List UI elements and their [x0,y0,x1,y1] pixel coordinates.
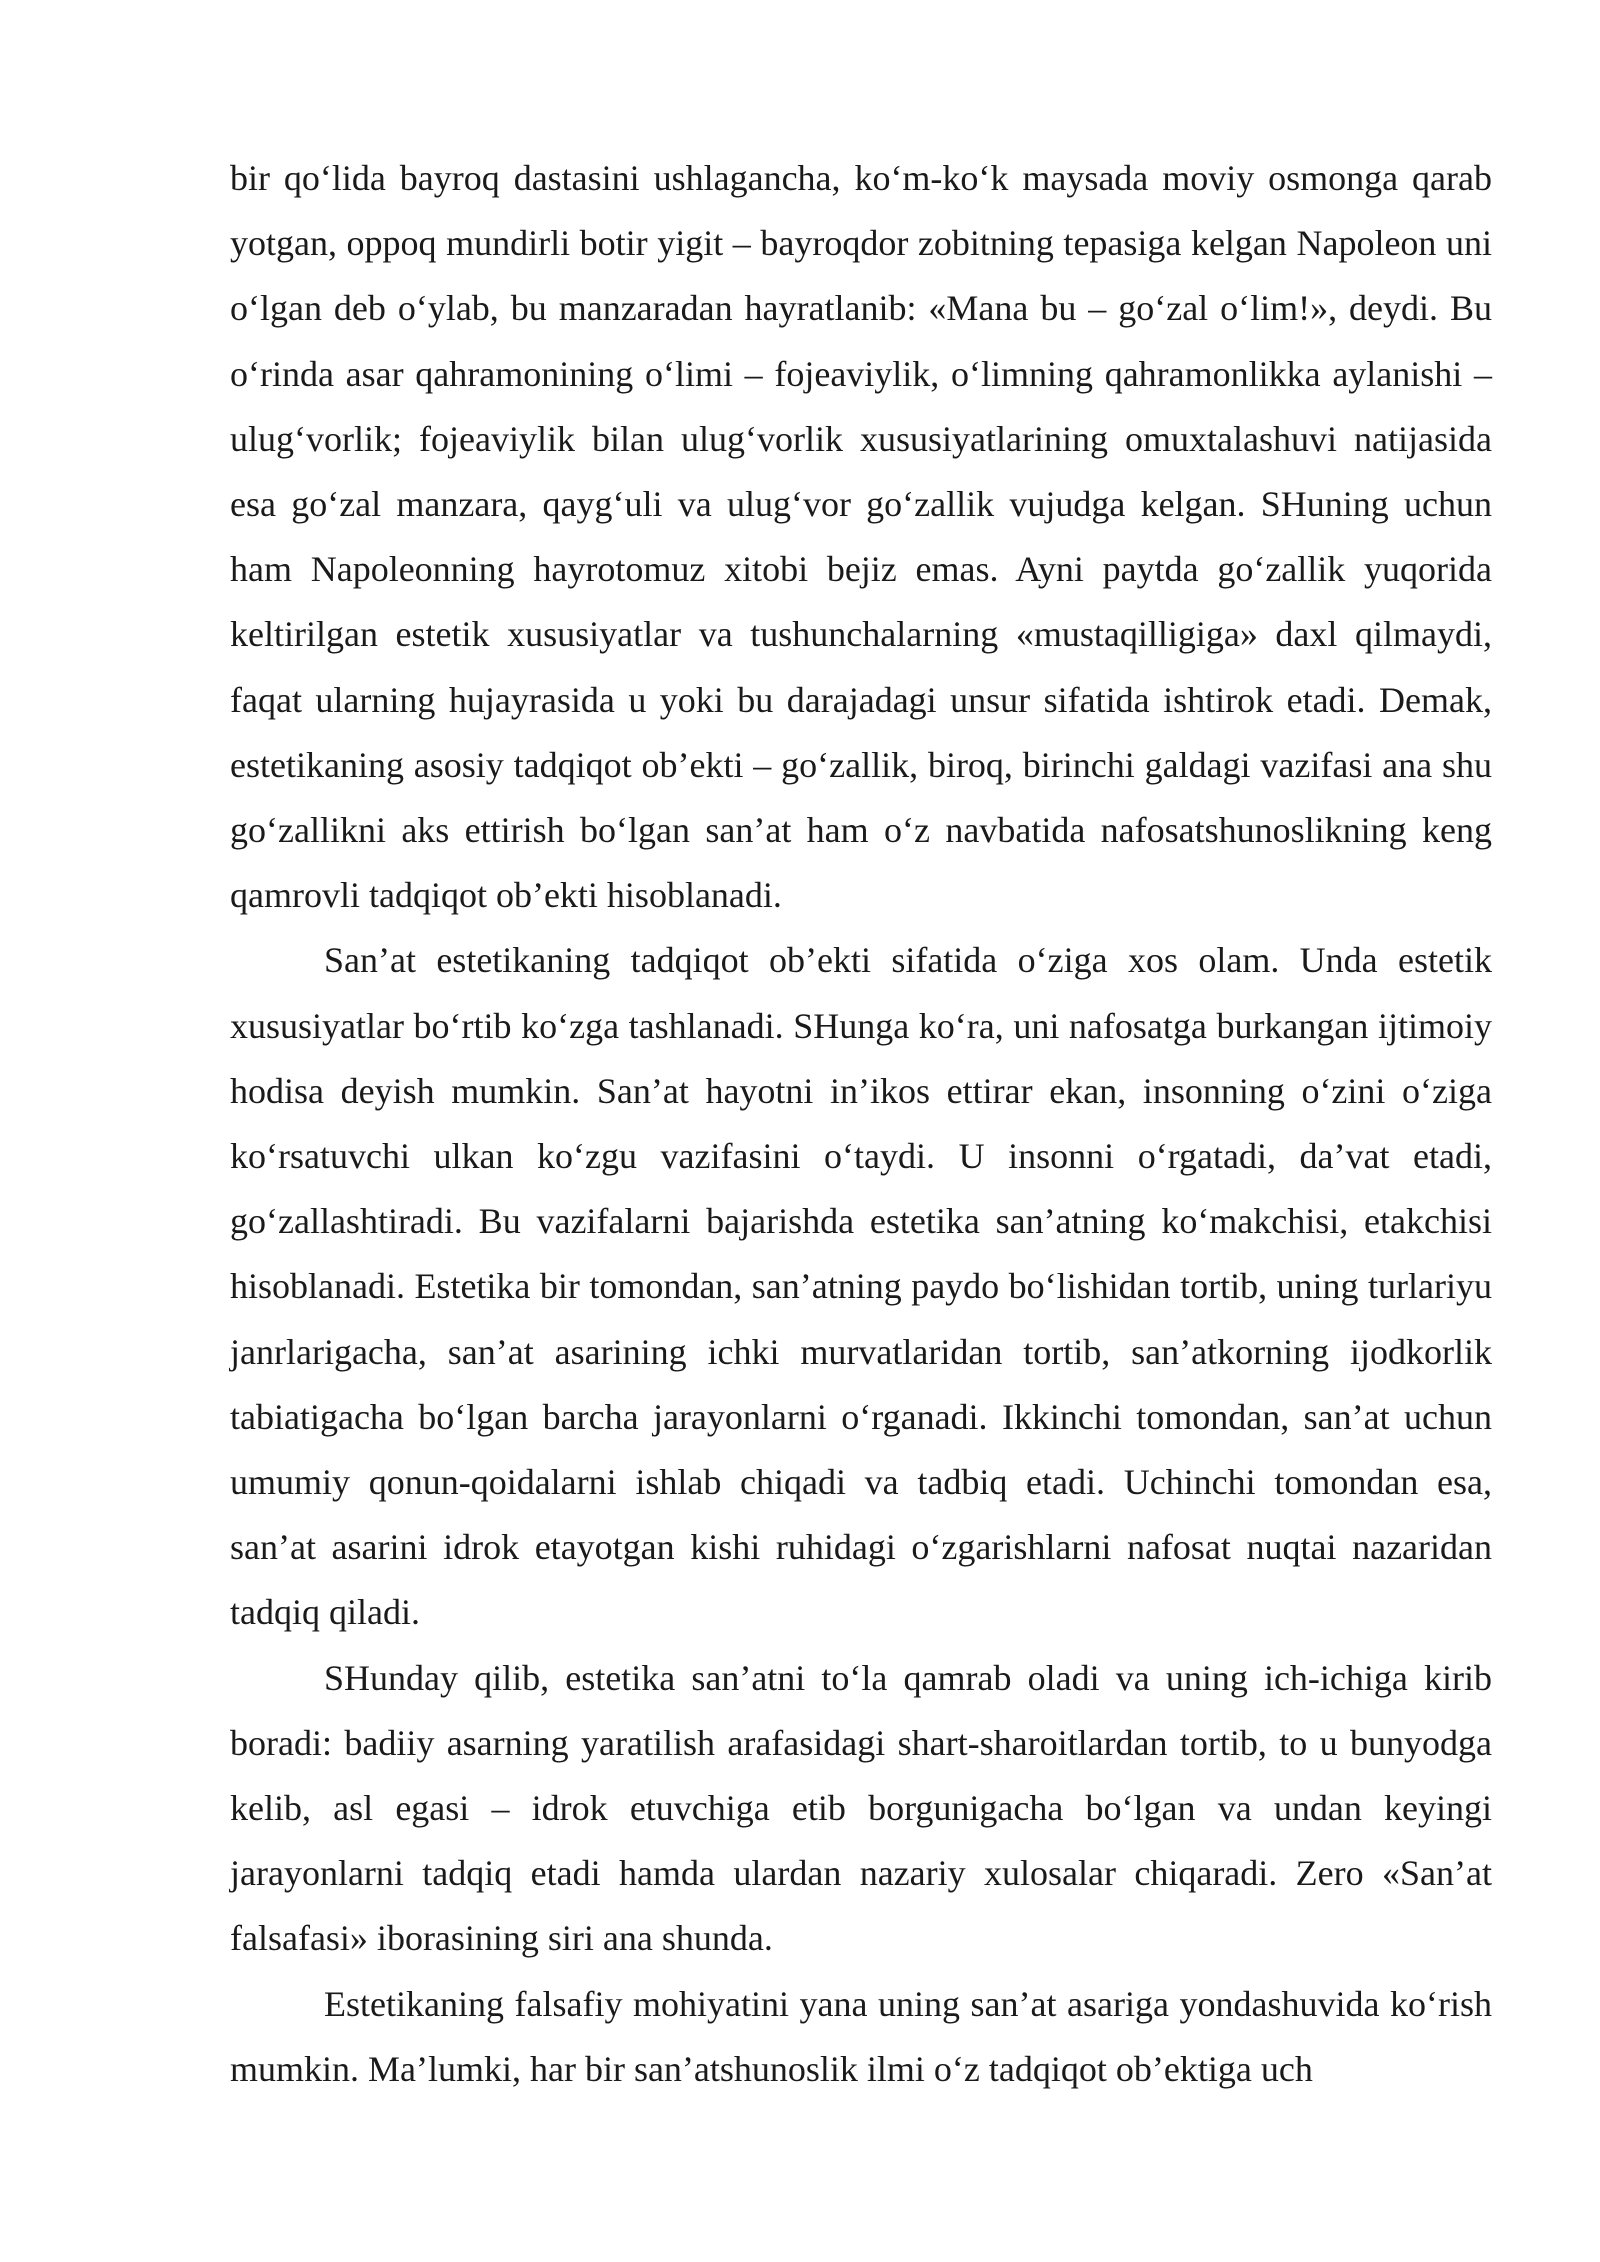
document-body [230,146,1492,2102]
paragraph-3: SHunday qilib, estetika san’atni to‘la qamrab oladi va uning ich-ichiga kirib boradi: badiiy asarning yaratilish arafasidagi shart-sharoitlardan tortib, to u bunyodga kelib, asl egasi – idrok etuvchiga etib borgunigacha bo‘lgan va undan keyingi jarayonlarni tadqiq etadi hamda ulardan nazariy xulosalar chiqaradi. Zero «San’at falsafasi» iborasining siri ana shunda. [230,1657,1492,1959]
paragraph-1: bir qo‘lida bayroq dastasini ushlaganchа, ko‘m-ko‘k maysada moviy osmonga qarab yotgan, oppoq mundirli botir yigit – bayroqdor zobitning tepasiga kelgan Napoleon uni o‘lgan deb o‘ylab, bu manzaradan hayratlanib: «Mana bu – go‘zal o‘lim!», deydi. Bu o‘rinda asar qahramonining o‘limi – fojeaviylik, o‘limning qahramonlikka aylanishi – ulug‘vorlik; fojeaviylik bilan ulug‘vorlik xususiyatlarining omuxtalashuvi natijasida esa go‘zal manzara, qayg‘uli va ulug‘vor go‘zallik vujudga kelgan. SHuning uchun ham Napoleonning hayrotomuz xitobi bejiz emas. Ayni paytda go‘zallik yuqorida keltirilgan estetik xususiyatlar va tushunchalarning «mustaqilligiga» daxl qilmaydi, faqat ularning hujayrasida u yoki bu darajadagi unsur sifatida ishtirok etadi. Demak, estetikaning asosiy tadqiqot ob’ekti – go‘zallik, biroq, birinchi galdagi vazifasi ana shu go‘zallikni aks ettirish bo‘lgan san’at ham o‘z navbatida nafosatshunoslikning keng qamrovli tadqiqot ob’ekti hisoblanadi. [230,158,1492,916]
paragraph-4: Estetikaning falsafiy mohiyatini yana uning san’at asariga yondashuvida ko‘rish mumkin. Ma’lumki, har bir san’atshunoslik ilmi o‘z tadqiqot ob’ektiga uch [230,1983,1492,2089]
paragraph-2: San’at estetikaning tadqiqot ob’ekti sifatida o‘ziga xos olam. Unda estetik xususiyatlar bo‘rtib ko‘zga tashlanadi. SHunga ko‘ra, uni nafosatga burkangan ijtimoiy hodisa deyish mumkin. San’at hayotni in’ikos ettirar ekan, insonning o‘zini o‘ziga ko‘rsatuvchi ulkan ko‘zgu vazifasini o‘taydi. U insonni o‘rgatadi, da’vat etadi, go‘zallashtiradi. Bu vazifalarni bajarishda estetika san’atning ko‘makchisi, etakchisi hisoblanadi. Estetika bir tomondan, san’atning paydo bo‘lishidan tortib, uning turlariyu janrlarigacha, san’at asarining ichki murvatlaridan tortib, san’atkorning ijodkorlik tabiatigacha bo‘lgan barcha jarayonlarni o‘rganadi. Ikkinchi tomondan, san’at uchun umumiy qonun-qoidalarni ishlab chiqadi va tadbiq etadi. Uchinchi tomondan esa, san’at asarini idrok etayotgan kishi ruhidagi o‘zgarishlarni nafosat nuqtai nazaridan tadqiq qiladi. [230,940,1492,1633]
